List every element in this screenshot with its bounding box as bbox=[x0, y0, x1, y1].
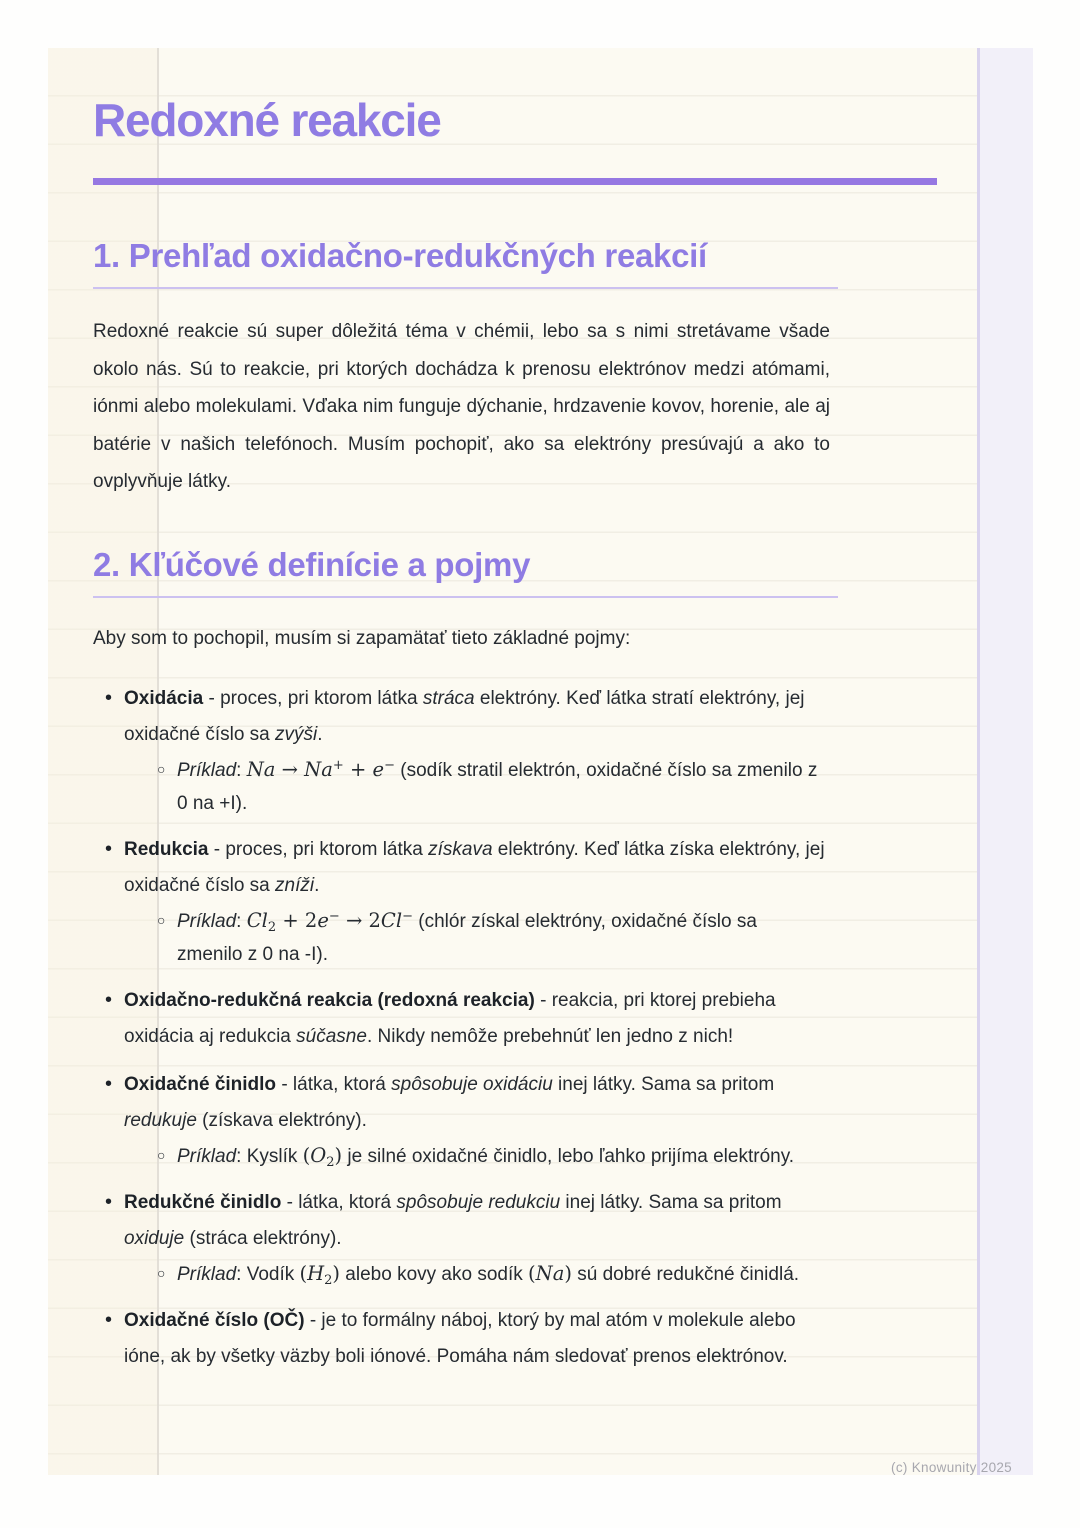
term-item bbox=[105, 1067, 827, 1173]
bullet-dot-icon: • bbox=[105, 1308, 113, 1331]
examples-list bbox=[157, 904, 827, 971]
next-page-edge-strip bbox=[977, 48, 1033, 1475]
text-segment: - proces, pri ktorom látka bbox=[208, 838, 429, 860]
text-segment: (chlór získal elektróny, oxidačné číslo sa zmenilo z 0 na -I). bbox=[177, 910, 757, 965]
term-text bbox=[124, 1074, 774, 1131]
text-segment: zvýši bbox=[275, 723, 318, 745]
text-segment: ( bbox=[528, 1261, 536, 1285]
example-text: Príklad: Vodík (H2) alebo kovy ako sodík (Na) sú dobré redukčné činidlá. bbox=[177, 1261, 800, 1288]
text-segment: Redukcia bbox=[124, 838, 209, 860]
text-segment: spôsobuje redukciu bbox=[396, 1191, 561, 1213]
text-segment: Oxidácia bbox=[124, 687, 204, 709]
bullet-circle-icon: ○ bbox=[157, 760, 166, 777]
term-text bbox=[124, 990, 776, 1047]
text-segment: → bbox=[275, 757, 305, 781]
text-segment: (sodík stratil elektrón, oxidačné číslo sa zmenilo z 0 na +I). bbox=[177, 759, 818, 814]
text-segment: : Vodík bbox=[236, 1263, 300, 1285]
examples-list bbox=[157, 753, 827, 820]
text-segment: je silné oxidačné činidlo, lebo ľahko prijíma elektróny. bbox=[342, 1145, 795, 1167]
text-segment: spôsobuje oxidáciu bbox=[391, 1073, 553, 1095]
term-text bbox=[124, 839, 825, 896]
example-item bbox=[157, 904, 827, 971]
text-segment: Príklad bbox=[177, 910, 237, 932]
term-text bbox=[124, 1192, 782, 1249]
bullet-dot-icon: • bbox=[105, 837, 113, 860]
title-divider bbox=[93, 178, 937, 185]
term-item bbox=[105, 983, 827, 1055]
text-segment: . bbox=[317, 723, 323, 745]
text-segment: inej látky. Sama sa pritom bbox=[552, 1073, 775, 1095]
example-text: Príklad: Na → Na+ + e− (sodík stratil elektrón, oxidačné číslo sa zmenilo z 0 na +I). bbox=[177, 757, 818, 814]
section-definitions bbox=[93, 545, 937, 1375]
text-segment: + bbox=[343, 757, 373, 781]
term-item bbox=[105, 681, 827, 820]
section-2-underline bbox=[93, 596, 838, 598]
text-segment: - látka, ktorá bbox=[276, 1073, 392, 1095]
term-text bbox=[124, 688, 805, 745]
text-segment: zníži bbox=[275, 874, 315, 896]
text-segment: ( bbox=[299, 1261, 308, 1285]
watermark: (c) Knowunity 2025 bbox=[891, 1460, 1012, 1475]
text-segment: inej látky. Sama sa pritom bbox=[560, 1191, 782, 1213]
text-segment: - proces, pri ktorom látka bbox=[203, 687, 423, 709]
text-segment: Na bbox=[304, 757, 333, 781]
text-segment: e bbox=[317, 908, 329, 932]
section-1-underline bbox=[93, 287, 838, 289]
text-segment: Oxidačné číslo (OČ) bbox=[124, 1309, 305, 1331]
example-item bbox=[157, 1139, 827, 1173]
example-item bbox=[157, 753, 827, 820]
term-item bbox=[105, 1303, 827, 1375]
bullet-circle-icon: ○ bbox=[157, 1264, 166, 1281]
text-segment: Cl bbox=[380, 908, 403, 932]
text-segment: stráca bbox=[422, 687, 475, 709]
examples-list bbox=[157, 1257, 827, 1291]
term-item bbox=[105, 1185, 827, 1291]
bullet-dot-icon: • bbox=[105, 1072, 113, 1095]
text-segment: (stráca elektróny). bbox=[184, 1227, 342, 1249]
example-text: Príklad: Cl2 + 2e− → 2Cl− (chlór získal elektróny, oxidačné číslo sa zmenilo z 0 na -I). bbox=[177, 908, 757, 965]
example-text: Príklad: Kyslík (O2) je silné oxidačné činidlo, lebo ľahko prijíma elektróny. bbox=[177, 1143, 795, 1170]
text-segment: oxiduje bbox=[124, 1227, 185, 1249]
example-item bbox=[157, 1257, 827, 1291]
text-segment: . Nikdy nemôže prebehnúť len jedno z nich! bbox=[366, 1025, 734, 1047]
terms-list bbox=[105, 681, 827, 1375]
text-segment: - reakcia, pri ktorej prebieha oxidácia aj redukcia bbox=[124, 989, 776, 1047]
bullet-circle-icon: ○ bbox=[157, 911, 166, 928]
text-segment: Príklad bbox=[177, 1145, 237, 1167]
page-title: Redoxné reakcie bbox=[93, 94, 441, 146]
text-segment: ) bbox=[334, 1143, 343, 1167]
term-item bbox=[105, 832, 827, 971]
section-2-heading: 2. Kľúčové definície a pojmy bbox=[93, 545, 531, 583]
bullet-dot-icon: • bbox=[105, 686, 113, 709]
text-segment: H bbox=[307, 1261, 325, 1285]
text-segment: Oxidačné činidlo bbox=[124, 1073, 277, 1095]
text-segment: + 2 bbox=[276, 908, 318, 932]
bullet-circle-icon: ○ bbox=[157, 1146, 166, 1163]
bullet-dot-icon: • bbox=[105, 1190, 113, 1213]
document-content bbox=[93, 48, 937, 1387]
text-segment: Príklad bbox=[177, 759, 237, 781]
section-overview bbox=[93, 236, 937, 501]
text-segment: Na bbox=[535, 1261, 565, 1285]
text-segment: : bbox=[236, 759, 247, 781]
text-segment: Na bbox=[246, 757, 276, 781]
section-1-heading: 1. Prehľad oxidačno-redukčných reakcií bbox=[93, 237, 707, 274]
text-segment: → 2 bbox=[339, 908, 381, 932]
text-segment: elektróny. Keď látka získa elektróny, jej oxidačné číslo sa bbox=[124, 838, 825, 896]
text-segment: sú dobré redukčné činidlá. bbox=[571, 1263, 800, 1285]
section-2-intro: Aby som to pochopil, musím si zapamätať tieto základné pojmy: bbox=[93, 627, 631, 649]
text-segment: - látka, ktorá bbox=[281, 1191, 397, 1213]
text-segment: e bbox=[372, 757, 385, 781]
text-segment: alebo kovy ako sodík bbox=[340, 1263, 529, 1285]
text-segment: (získava elektróny). bbox=[196, 1109, 367, 1131]
examples-list bbox=[157, 1139, 827, 1173]
text-segment: elektróny. Keď látka stratí elektróny, jej oxidačné číslo sa bbox=[124, 687, 805, 745]
text-segment: ) bbox=[564, 1261, 572, 1285]
text-segment: ) bbox=[332, 1261, 341, 1285]
text-segment: : Kyslík bbox=[236, 1145, 303, 1167]
text-segment: . bbox=[314, 874, 320, 896]
text-segment: ( bbox=[302, 1143, 311, 1167]
text-segment: získava bbox=[428, 838, 493, 860]
text-segment: redukuje bbox=[124, 1109, 197, 1131]
text-segment: Redukčné činidlo bbox=[124, 1191, 282, 1213]
bullet-dot-icon: • bbox=[105, 988, 113, 1011]
text-segment: Cl bbox=[246, 908, 268, 932]
term-text bbox=[124, 1310, 796, 1367]
text-segment: - je to formálny náboj, ktorý by mal atóm v molekule alebo ióne, ak by všetky väzby boli iónové. Pomáha nám sledovať prenos elektrónov. bbox=[124, 1309, 796, 1367]
section-1-paragraph: Redoxné reakcie sú super dôležitá téma v chémii, lebo sa s nimi stretávame všade okolo nás. Sú to reakcie, pri ktorých dochádza k prenosu elektrónov medzi atómami, iónmi alebo molekulami. Vďaka nim funguje dýchanie, hrdzavenie kovov, horenie, ale aj batérie v našich telefónoch. Musím pochopiť, ako sa elektróny presúvajú a ako to ovplyvňuje látky. bbox=[93, 321, 830, 492]
text-segment: O bbox=[310, 1143, 327, 1167]
text-segment: Príklad bbox=[177, 1263, 237, 1285]
text-segment: : bbox=[236, 910, 247, 932]
text-segment: súčasne bbox=[296, 1025, 367, 1047]
text-segment: Oxidačno-redukčná reakcia (redoxná reakcia) bbox=[124, 989, 535, 1011]
